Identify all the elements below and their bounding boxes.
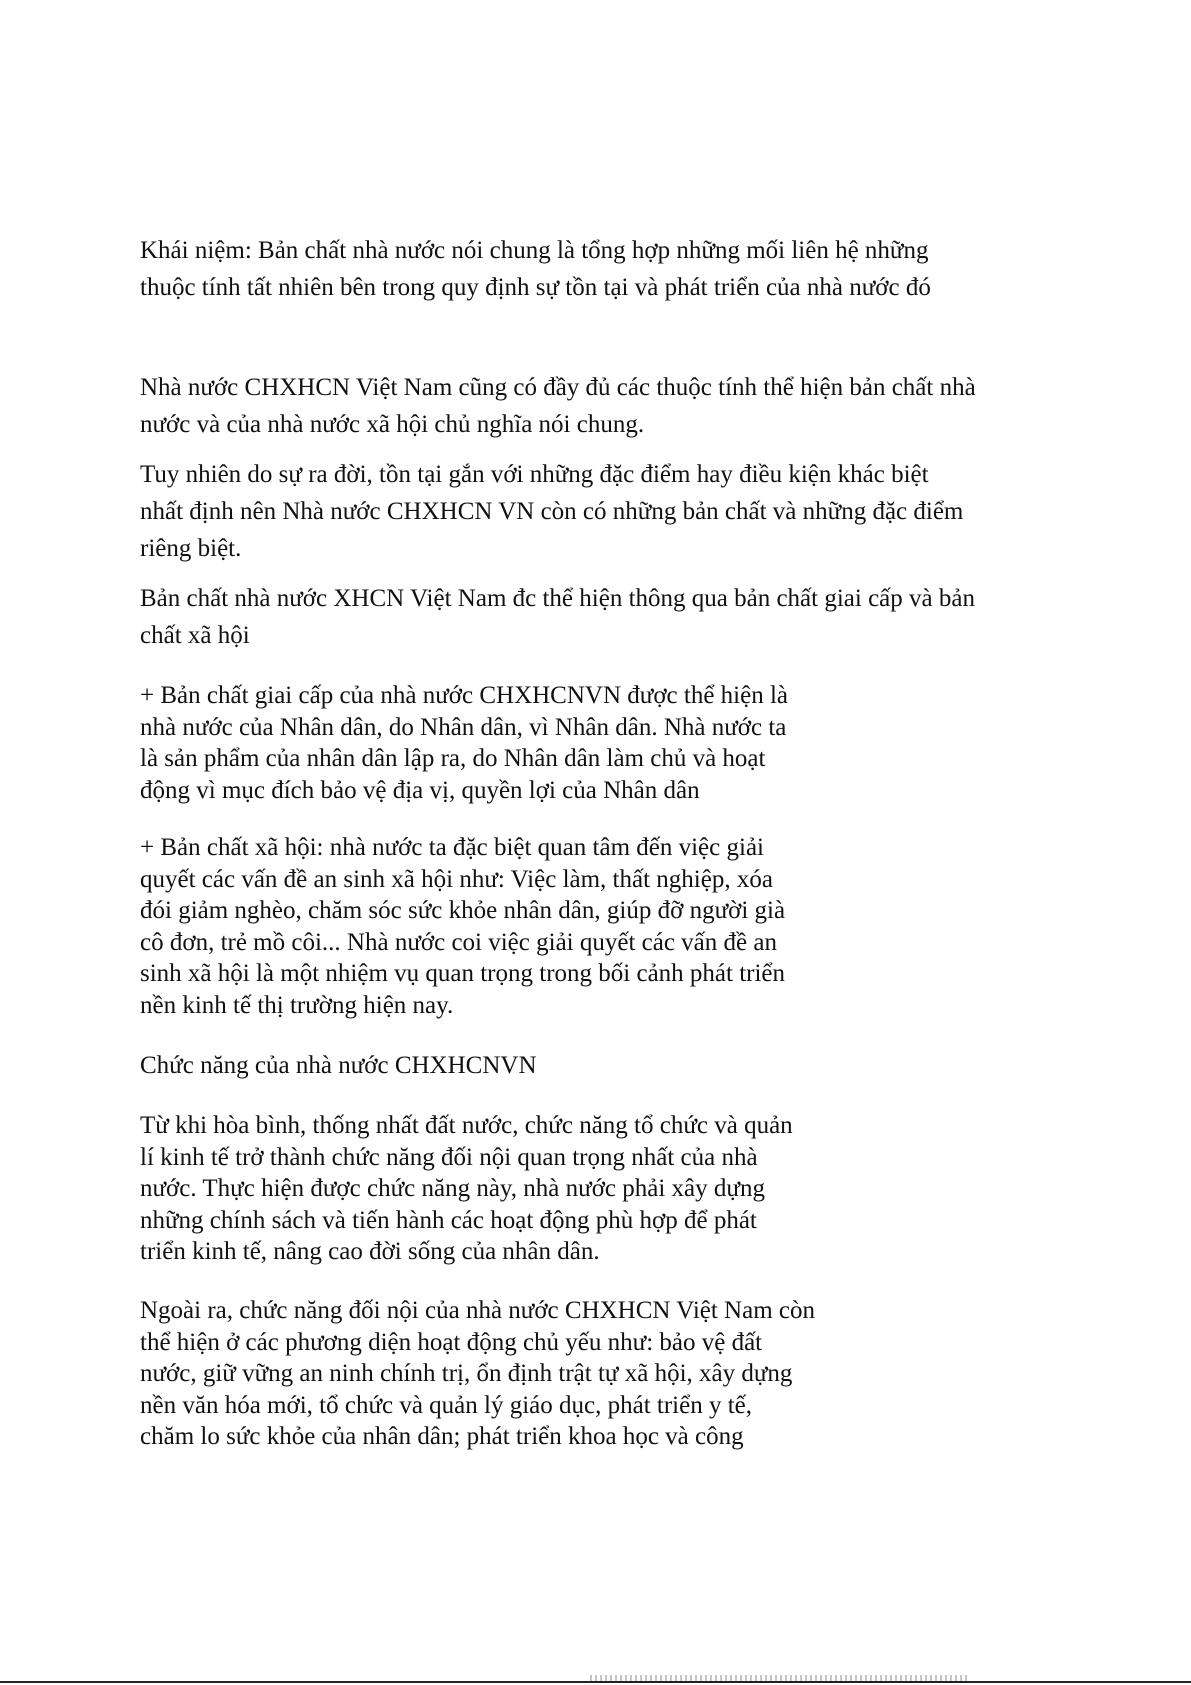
text-line: + Bản chất giai cấp của nhà nước CHXHCNVN được thể hiện là [140, 682, 789, 709]
text-line: Từ khi hòa bình, thống nhất đất nước, chức năng tổ chức và quản [140, 1112, 793, 1139]
text-line: quyết các vấn đề an sinh xã hội như: Việc làm, thất nghiệp, xóa [140, 865, 773, 893]
text-line: triển kinh tế, nâng cao đời sống của nhân dân. [140, 1238, 600, 1265]
text-line: Bản chất nhà nước XHCN Việt Nam đc thể hiện thông qua bản chất giai cấp và bản [140, 585, 975, 612]
text-line: Chức năng của nhà nước CHXHCNVN [140, 1052, 537, 1079]
text-line: đói giảm nghèo, chăm sóc sức khỏe nhân dân, giúp đỡ người già [140, 897, 786, 924]
text-line: Ngoài ra, chức năng đối nội của nhà nước CHXHCN Việt Nam còn [140, 1297, 815, 1324]
text-line: nhất định nên Nhà nước CHXHCN VN còn có những bản chất và những đặc điểm [140, 498, 964, 525]
text-line: + Bản chất xã hội: nhà nước ta đặc biệt quan tâm đến việc giải [140, 834, 764, 861]
paragraph-economic-function [140, 1110, 793, 1268]
section-heading-functions [140, 1050, 537, 1082]
paragraph-nature-summary [140, 580, 975, 654]
text-line: nước, giữ vững an ninh chính trị, ổn định trật tự xã hội, xây dựng [140, 1360, 793, 1387]
text-line: lí kinh tế trở thành chức năng đối nội quan trọng nhất của nhà [140, 1143, 758, 1171]
text-line: thể hiện ở các phương diện hoạt động chủ yếu như: bảo vệ đất [140, 1328, 763, 1356]
text-line: những chính sách và tiến hành các hoạt động phù hợp để phát [140, 1206, 757, 1234]
paragraph-social-nature [140, 832, 785, 1021]
paragraph-state-attributes [140, 369, 976, 443]
paragraph-definition [140, 232, 931, 306]
text-line: cô đơn, trẻ mồ côi... Nhà nước coi việc giải quyết các vấn đề an [140, 928, 777, 956]
paragraph-distinct-features [140, 456, 963, 567]
text-line: Nhà nước CHXHCN Việt Nam cũng có đầy đủ các thuộc tính thể hiện bản chất nhà [140, 374, 976, 401]
text-line: động vì mục đích bảo vệ địa vị, quyền lợi của Nhân dân [140, 776, 700, 804]
text-line: sinh xã hội là một nhiệm vụ quan trọng trong bối cảnh phát triển [140, 960, 786, 987]
text-line: Khái niệm: Bản chất nhà nước nói chung là tổng hợp những mối liên hệ những [140, 237, 929, 264]
text-line: nước. Thực hiện được chức năng này, nhà nước phải xây dựng [140, 1175, 765, 1202]
text-line: chất xã hội [140, 622, 250, 649]
text-line: nền văn hóa mới, tổ chức và quản lý giáo dục, phát triển y tế, [140, 1391, 753, 1419]
page-bottom-rule [0, 1681, 1191, 1683]
paragraph-class-nature [140, 680, 788, 806]
text-line: nền kinh tế thị trường hiện nay. [140, 991, 454, 1019]
text-line: Tuy nhiên do sự ra đời, tồn tại gắn với những đặc điểm hay điều kiện khác biệt [140, 461, 929, 488]
paragraph-domestic-functions [140, 1295, 815, 1453]
text-line: nước và của nhà nước xã hội chủ nghĩa nói chung. [140, 411, 645, 438]
text-line: chăm lo sức khỏe của nhân dân; phát triển khoa học và công [140, 1423, 744, 1450]
text-line: riêng biệt. [140, 535, 242, 562]
text-line: thuộc tính tất nhiên bên trong quy định sự tồn tại và phát triển của nhà nước đó [140, 274, 931, 301]
text-line: nhà nước của Nhân dân, do Nhân dân, vì Nhân dân. Nhà nước ta [140, 713, 787, 741]
text-line: là sản phẩm của nhân dân lập ra, do Nhân dân làm chủ và hoạt [140, 745, 766, 772]
